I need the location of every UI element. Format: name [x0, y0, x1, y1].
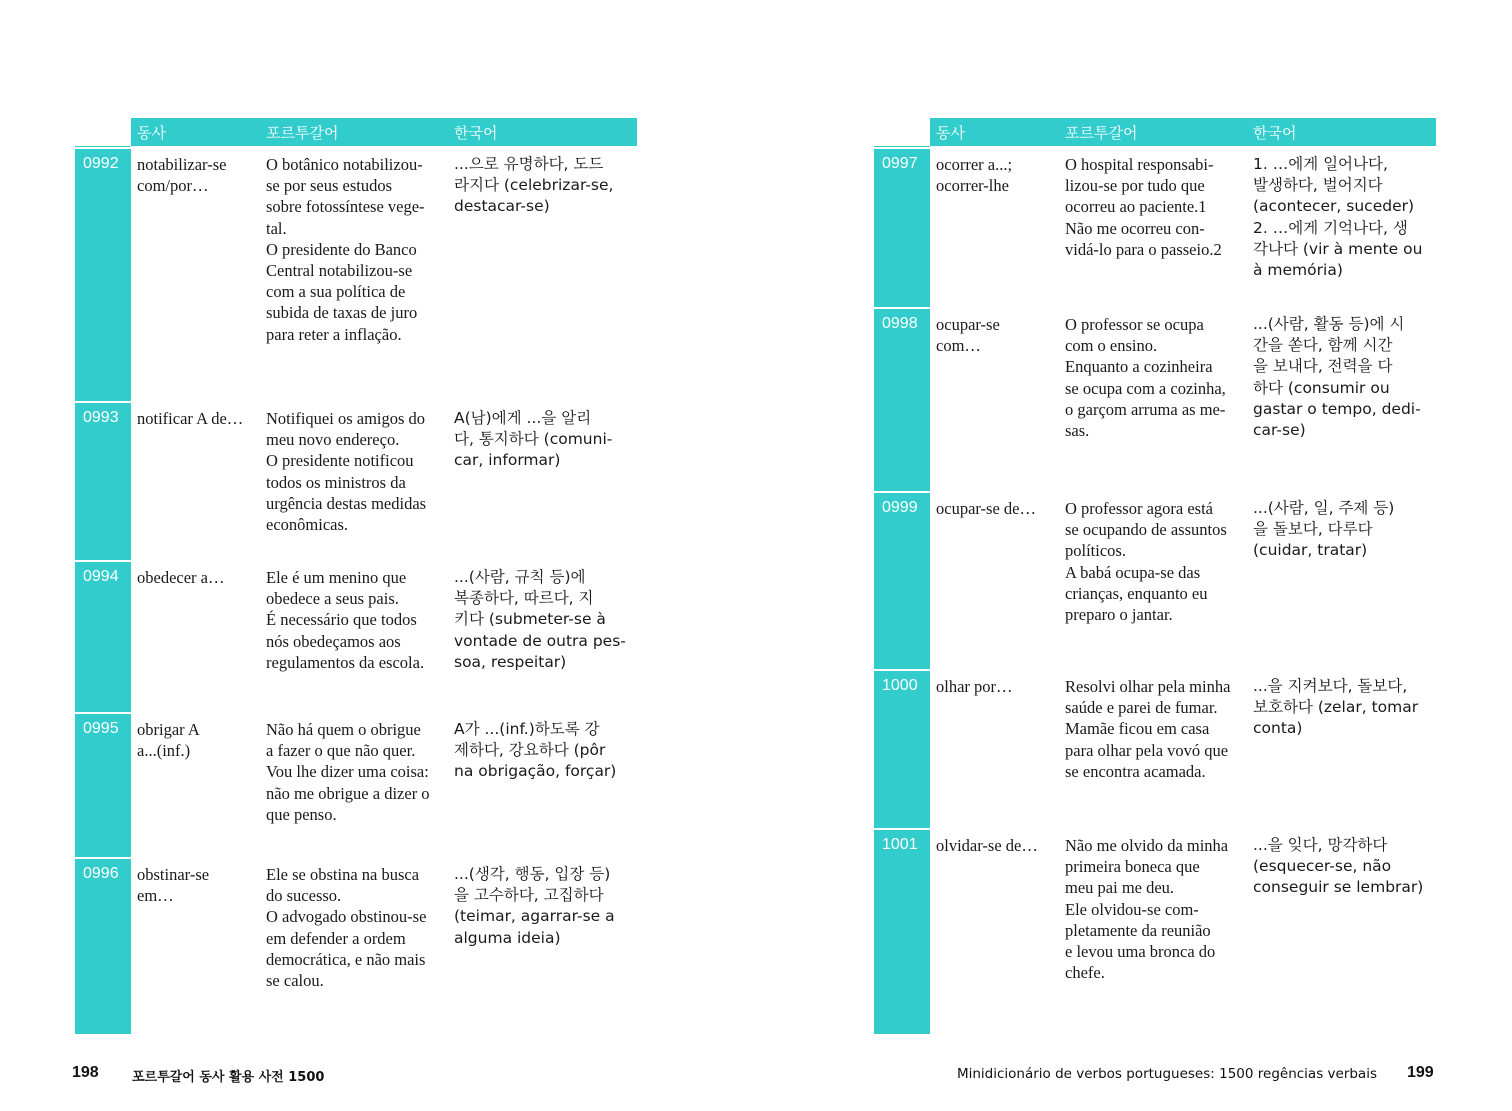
portuguese-example-cell: Resolvi olhar pela minha saúde e parei de fumar. Mamãe ficou em casa para olhar pela vovó que se encontra acamada.	[1065, 677, 1231, 781]
entry-1000	[874, 669, 1444, 830]
korean-meaning-cell: A(남)에게 ...을 알리 다, 통지하다 (comuni- car, informar)	[454, 409, 613, 470]
verb-cell: obedecer a…	[137, 568, 225, 587]
verb-cell: olvidar-se de…	[936, 836, 1038, 855]
entry-number: 0993	[83, 409, 119, 426]
entry-number: 0997	[882, 155, 918, 172]
portuguese-example-cell: Notifiquei os amigos do meu novo endereço. O presidente notificou todos os ministros da urgência destas medidas econômicas.	[266, 409, 427, 535]
verb-cell: notificar A de…	[137, 409, 244, 428]
entry-0998	[874, 307, 1444, 493]
table-header	[930, 118, 1436, 146]
verb-cell: olhar por…	[936, 677, 1013, 696]
verb-cell: obstinar-se em…	[137, 865, 210, 906]
entry-number: 0995	[83, 720, 119, 737]
header-portuguese: 포르투갈어	[1065, 124, 1138, 142]
portuguese-example-cell: O hospital responsabi- lizou-se por tudo que ocorreu ao paciente.1 Não me ocorreu con- vidá-lo para o passeio.2	[1065, 155, 1222, 259]
entry-number: 1001	[882, 836, 918, 853]
entry-number: 0994	[83, 568, 119, 585]
portuguese-example-cell: Não há quem o obrigue a fazer o que não quer. Vou lhe dizer uma coisa: não me obrigue a dizer o que penso.	[266, 720, 430, 824]
korean-meaning-cell: ...을 지켜보다, 돌보다, 보호하다 (zelar, tomar conta)	[1253, 677, 1419, 738]
entry-number: 0992	[83, 155, 119, 172]
table-header	[131, 118, 637, 146]
header-verb: 동사	[137, 124, 166, 142]
korean-meaning-cell: ...(사람, 활동 등)에 시 간을 쏟다, 함께 시간 을 보내다, 전력을 다 하다 (consumir ou gastar o tempo, dedi- car-se)	[1253, 315, 1421, 440]
entry-0995	[75, 712, 645, 859]
entry-0996	[75, 857, 645, 1036]
korean-meaning-cell: A가 ...(inf.)하도록 강 제하다, 강요하다 (pôr na obrigação, forçar)	[454, 720, 617, 781]
running-footer-title: Minidicionário de verbos portugueses: 1500 regências verbais	[956, 1066, 1377, 1082]
korean-meaning-cell: ...으로 유명하다, 도드 라지다 (celebrizar-se, destacar-se)	[454, 155, 614, 216]
header-korean: 한국어	[1253, 124, 1297, 142]
entry-0993	[75, 401, 645, 562]
header-verb: 동사	[936, 124, 965, 142]
korean-meaning-cell: ...(생각, 행동, 입장 등) 을 고수하다, 고집하다 (teimar, agarrar-se a alguma ideia)	[454, 865, 615, 947]
entry-0992	[75, 147, 645, 403]
verb-cell: ocupar-se com…	[936, 315, 1000, 356]
page-number: 198	[72, 1064, 99, 1081]
header-portuguese: 포르투갈어	[266, 124, 339, 142]
verb-cell: ocorrer a...; ocorrer-lhe	[936, 155, 1013, 196]
korean-meaning-cell: 1. …에게 일어나다, 발생하다, 벌어지다 (acontecer, suceder) 2. …에게 기억나다, 생 각나다 (vir à mente ou à memória)	[1253, 155, 1423, 280]
korean-meaning-cell: ...(사람, 일, 주제 등) 을 돌보다, 다루다 (cuidar, tratar)	[1253, 499, 1395, 560]
entry-0997	[874, 147, 1444, 309]
portuguese-example-cell: Não me olvido da minha primeira boneca que meu pai me deu. Ele olvidou-se com- pletamente da reunião e levou uma bronca do chefe.	[1065, 836, 1229, 983]
right-page	[756, 0, 1512, 1111]
portuguese-example-cell: O professor se ocupa com o ensino. Enquanto a cozinheira se ocupa com a cozinha, o garçom arruma as me- sas.	[1065, 315, 1226, 441]
verb-cell: ocupar-se de…	[936, 499, 1036, 518]
page-number: 199	[1407, 1064, 1434, 1081]
entry-number: 0999	[882, 499, 918, 516]
portuguese-example-cell: Ele é um menino que obedece a seus pais. É necessário que todos nós obedeçamos aos regulamentos da escola.	[266, 568, 425, 672]
korean-meaning-cell: ...을 잊다, 망각하다 (esquecer-se, não conseguir se lembrar)	[1253, 836, 1424, 897]
entry-1001	[874, 828, 1444, 1036]
verb-cell: obrigar A a...(inf.)	[137, 720, 200, 761]
verb-cell: notabilizar-se com/por…	[137, 155, 227, 196]
portuguese-example-cell: O professor agora está se ocupando de assuntos políticos. A babá ocupa-se das crianças, enquanto eu preparo o jantar.	[1065, 499, 1227, 625]
entry-0999	[874, 491, 1444, 671]
entry-0994	[75, 560, 645, 714]
portuguese-example-cell: Ele se obstina na busca do sucesso. O advogado obstinou-se em defender a ordem democrática, e não mais se calou.	[266, 865, 427, 991]
entry-number: 1000	[882, 677, 918, 694]
running-footer-title: 포르투갈어 동사 활용 사전 1500	[132, 1070, 325, 1085]
portuguese-example-cell: O botânico notabilizou- se por seus estudos sobre fotossíntese vege- tal. O presidente do Banco Central notabilizou-se com a sua política de subida de taxas de juro para reter a inflação.	[266, 155, 425, 344]
korean-meaning-cell: ...(사람, 규칙 등)에 복종하다, 따르다, 지 키다 (submeter-se à vontade de outra pes- soa, respeitar)	[454, 568, 626, 671]
header-korean: 한국어	[454, 124, 498, 142]
entry-number: 0996	[83, 865, 119, 882]
entry-number: 0998	[882, 315, 918, 332]
